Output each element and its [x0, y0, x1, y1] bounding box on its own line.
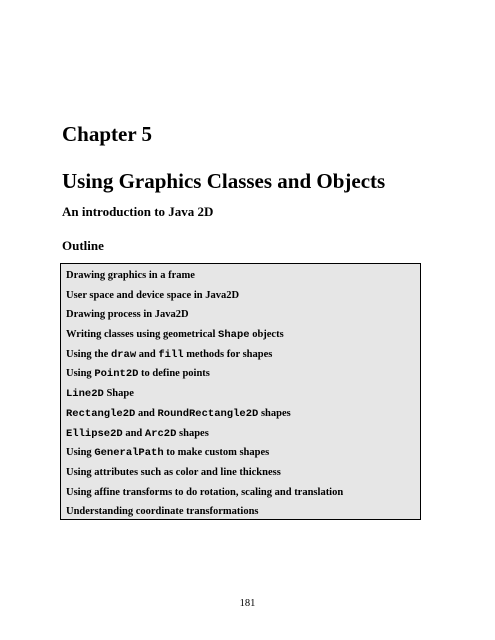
- outline-item: [66, 443, 420, 463]
- outline-item-text: to define points: [138, 368, 210, 380]
- outline-item-text: Using: [66, 447, 95, 459]
- outline-item: [66, 502, 420, 522]
- code-term: GeneralPath: [94, 447, 164, 460]
- outline-item-text: to make custom shapes: [163, 447, 270, 459]
- outline-item-text: and: [136, 348, 159, 360]
- outline-item-text: User space and device space in Java2D: [66, 289, 240, 301]
- outline-item-text: Drawing process in Java2D: [66, 309, 189, 321]
- code-term: Point2D: [94, 368, 139, 381]
- chapter-label: Chapter 5: [62, 122, 153, 146]
- outline-item-text: Understanding coordinate transformations: [66, 506, 259, 518]
- outline-item-text: Using affine transforms to do rotation, scaling and translation: [66, 486, 344, 498]
- outline-item-text: Shape: [103, 388, 134, 400]
- code-term: draw: [110, 348, 137, 361]
- outline-item: [66, 384, 420, 404]
- outline-item-text: shapes: [176, 427, 209, 439]
- code-term: Ellipse2D: [66, 427, 123, 440]
- outline-item: [66, 325, 420, 345]
- code-term: Line2D: [66, 388, 104, 401]
- chapter-title: Using Graphics Classes and Objects: [62, 169, 386, 193]
- outline-item-text: Using attributes such as color and line thickness: [66, 466, 281, 478]
- outline-item-text: methods for shapes: [183, 348, 273, 360]
- code-term: fill: [158, 348, 184, 361]
- outline-item: [66, 463, 420, 483]
- outline-item: [66, 266, 420, 286]
- outline-item: [66, 424, 420, 444]
- code-term: Shape: [218, 329, 250, 342]
- outline-item: [66, 345, 420, 365]
- outline-item-text: shapes: [258, 407, 291, 419]
- page-number: 181: [239, 598, 256, 609]
- outline-item: [66, 286, 420, 306]
- outline-item: [66, 364, 420, 384]
- outline-item-text: Drawing graphics in a frame: [66, 270, 195, 281]
- outline-item-text: Using: [66, 368, 95, 380]
- outline-item-text: and: [122, 427, 145, 439]
- outline-item-text: Writing classes using geometrical: [66, 329, 219, 341]
- code-term: RoundRectangle2D: [157, 407, 259, 420]
- code-term: Arc2D: [144, 427, 177, 440]
- outline-box: [60, 263, 421, 520]
- outline-item-text: and: [135, 407, 158, 419]
- chapter-subtitle: An introduction to Java 2D: [62, 204, 214, 219]
- outline-item: [66, 404, 420, 424]
- outline-item-text: Using the: [66, 348, 111, 360]
- outline-item: [66, 483, 420, 503]
- outline-heading: Outline: [62, 238, 104, 253]
- code-term: Rectangle2D: [66, 407, 136, 420]
- outline-item-text: objects: [249, 329, 284, 341]
- outline-item: [66, 305, 420, 325]
